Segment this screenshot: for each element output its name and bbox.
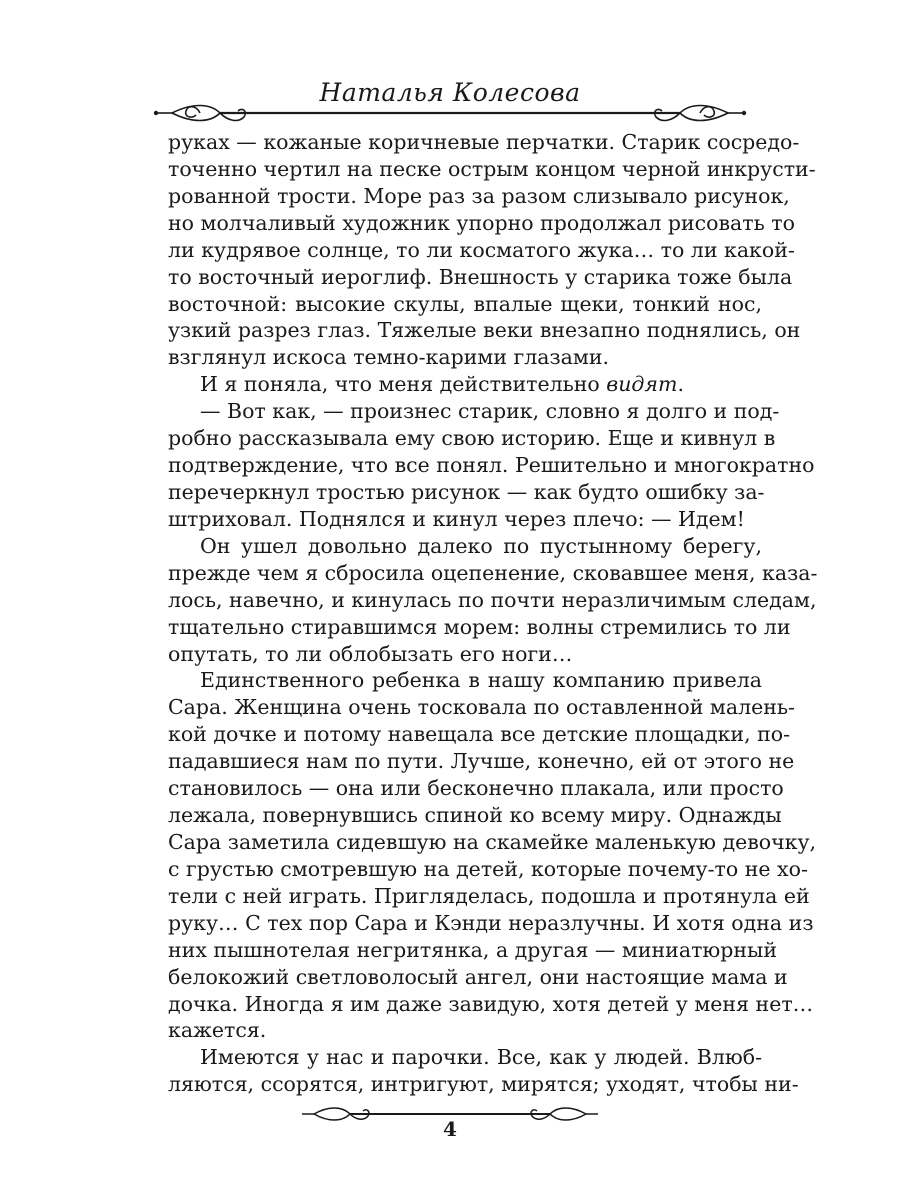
body-line: узкий разрез глаз. Тяжелые веки внезапно поднялись, он — [168, 318, 801, 343]
body-line: тщательно стиравшимся морем: волны стремились то ли — [168, 614, 791, 639]
page-number: 4 — [443, 1117, 457, 1141]
body-line: становилось — она или бесконечно плакала, или просто — [168, 776, 784, 801]
body-line: ляются, ссорятся, интригуют, мирятся; уходят, чтобы ни- — [168, 1072, 799, 1097]
body-line: руку… С тех пор Сара и Кэнди неразлучны. И хотя одна из — [168, 910, 814, 935]
header-ornament-divider — [0, 101, 900, 131]
body-line: перечеркнул тростью рисунок — как будто ошибку за- — [168, 479, 765, 504]
body-line: руках — кожаные коричневые перчатки. Старик сосредо- — [168, 130, 800, 154]
body-line: — Вот как, — произнес старик, словно я долго и под- — [200, 399, 780, 424]
body-line: с грустью смотревшую на детей, которые почему-то не хо- — [168, 856, 808, 881]
body-line-emphasis — [168, 371, 762, 398]
body-line: белокожий светловолосый ангел, они настоящие мама и — [168, 964, 788, 989]
running-header-author: Наталья Колесова — [319, 78, 581, 107]
emphasis-after: . — [677, 372, 684, 397]
body-line: восточной: высокие скулы, впалые щеки, тонкий нос, — [168, 291, 762, 316]
body-line: штриховал. Поднялся и кинул через плечо: — Идем! — [168, 506, 745, 531]
body-line: рованной трости. Море раз за разом слизывало рисунок, — [168, 183, 790, 208]
body-line: них пышнотелая негритянка, а другая — миниатюрный — [168, 937, 778, 962]
body-line: точенно чертил на песке острым концом черной инкрусти- — [168, 156, 816, 181]
body-line: лось, навечно, и кинулась по почти неразличимым следам, — [168, 587, 817, 612]
body-line: падавшиеся нам по пути. Лучше, конечно, ей от этого не — [168, 749, 795, 774]
body-line: робно рассказывала ему свою историю. Еще и кивнул в — [168, 426, 776, 451]
body-line: кажется. — [168, 1018, 267, 1043]
body-line: прежде чем я сбросила оцепенение, сковавшее меня, каза- — [168, 560, 818, 585]
body-line: ли кудрявое солнце, то ли косматого жука… то ли какой- — [168, 237, 795, 262]
body-line: опутать, то ли облобызать его ноги… — [168, 641, 573, 666]
body-line: Сара заметила сидевшую на скамейке маленькую девочку, — [168, 829, 817, 854]
body-line: взглянул искоса темно-карими глазами. — [168, 345, 610, 370]
body-line: то восточный иероглиф. Внешность у старика тоже была — [168, 264, 793, 289]
body-line: подтверждение, что все понял. Решительно и многократно — [168, 453, 815, 478]
body-line: Сара. Женщина очень тосковала по оставленной малень- — [168, 695, 795, 720]
body-line: лежала, повернувшись спиной ко всему миру. Однажды — [168, 803, 782, 828]
body-line: кой дочке и потому навещала все детские площадки, по- — [168, 722, 791, 747]
body-line: Единственного ребенка в нашу компанию привела — [200, 668, 762, 693]
body-line: тели с ней играть. Пригляделась, подошла и протянула ей — [168, 883, 810, 908]
body-line: но молчаливый художник упорно продолжал рисовать то — [168, 210, 795, 235]
page-body — [168, 129, 818, 1098]
emphasis-italic-word: видят — [606, 372, 678, 397]
body-line: Имеются у нас и парочки. Все, как у людей. Влюб- — [200, 1045, 762, 1070]
body-line: дочка. Иногда я им даже завидую, хотя детей у меня нет… — [168, 991, 814, 1016]
emphasis-before: И я поняла, что меня действительно — [200, 372, 607, 397]
body-line: Он ушел довольно далеко по пустынному берегу, — [200, 533, 762, 558]
